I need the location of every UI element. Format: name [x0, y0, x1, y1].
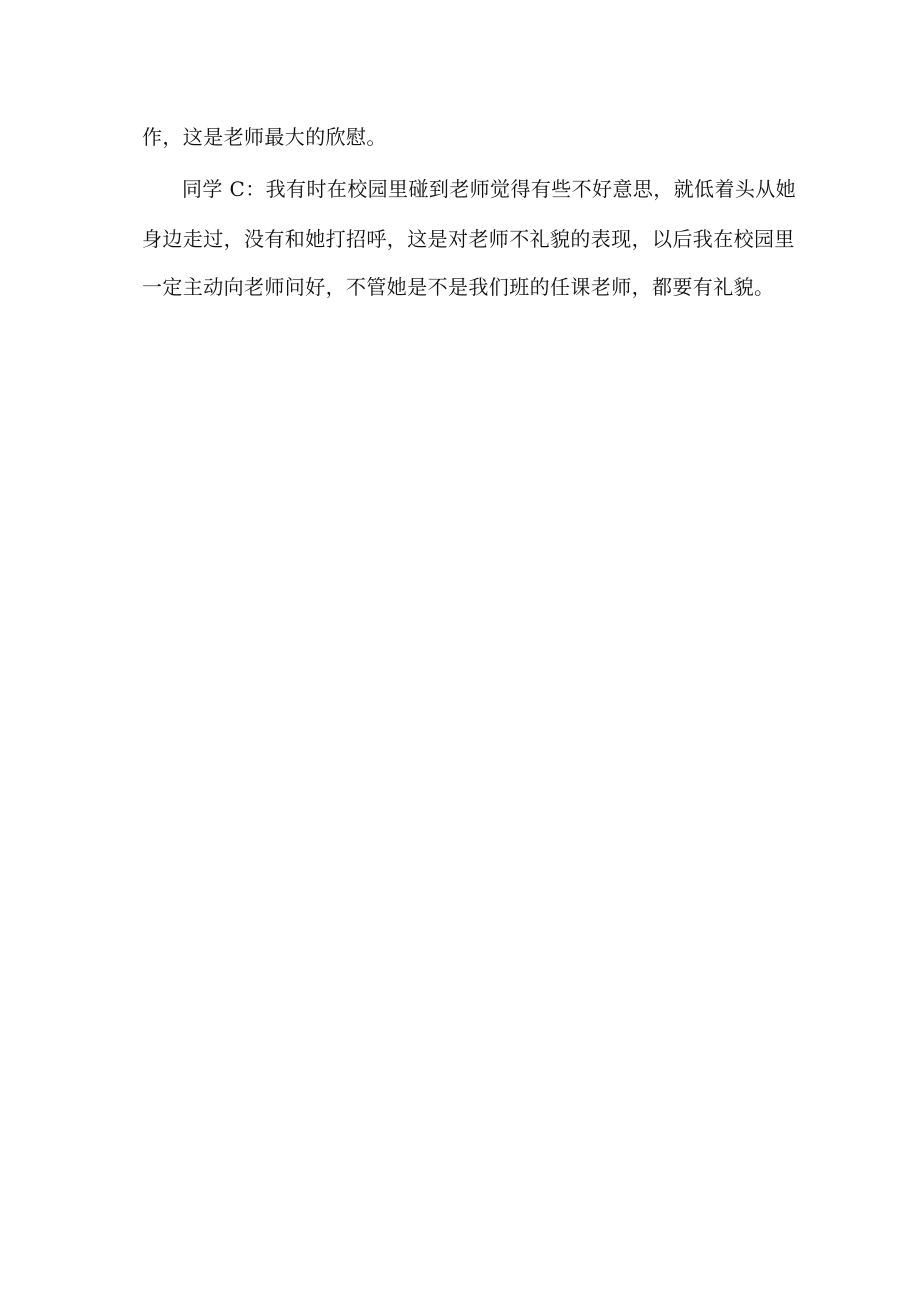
text-line: 身边走过，没有和她打招呼，这是对老师不礼貌的表现，以后我在校园里 [142, 227, 795, 251]
text-line: 作，这是老师最大的欣慰。 [142, 125, 387, 149]
text-line: 同学 C：我有时在校园里碰到老师觉得有些不好意思，就低着头从她 [182, 177, 797, 201]
text-line: 一定主动向老师问好，不管她是不是我们班的任课老师，都要有礼貌。 [142, 275, 775, 299]
